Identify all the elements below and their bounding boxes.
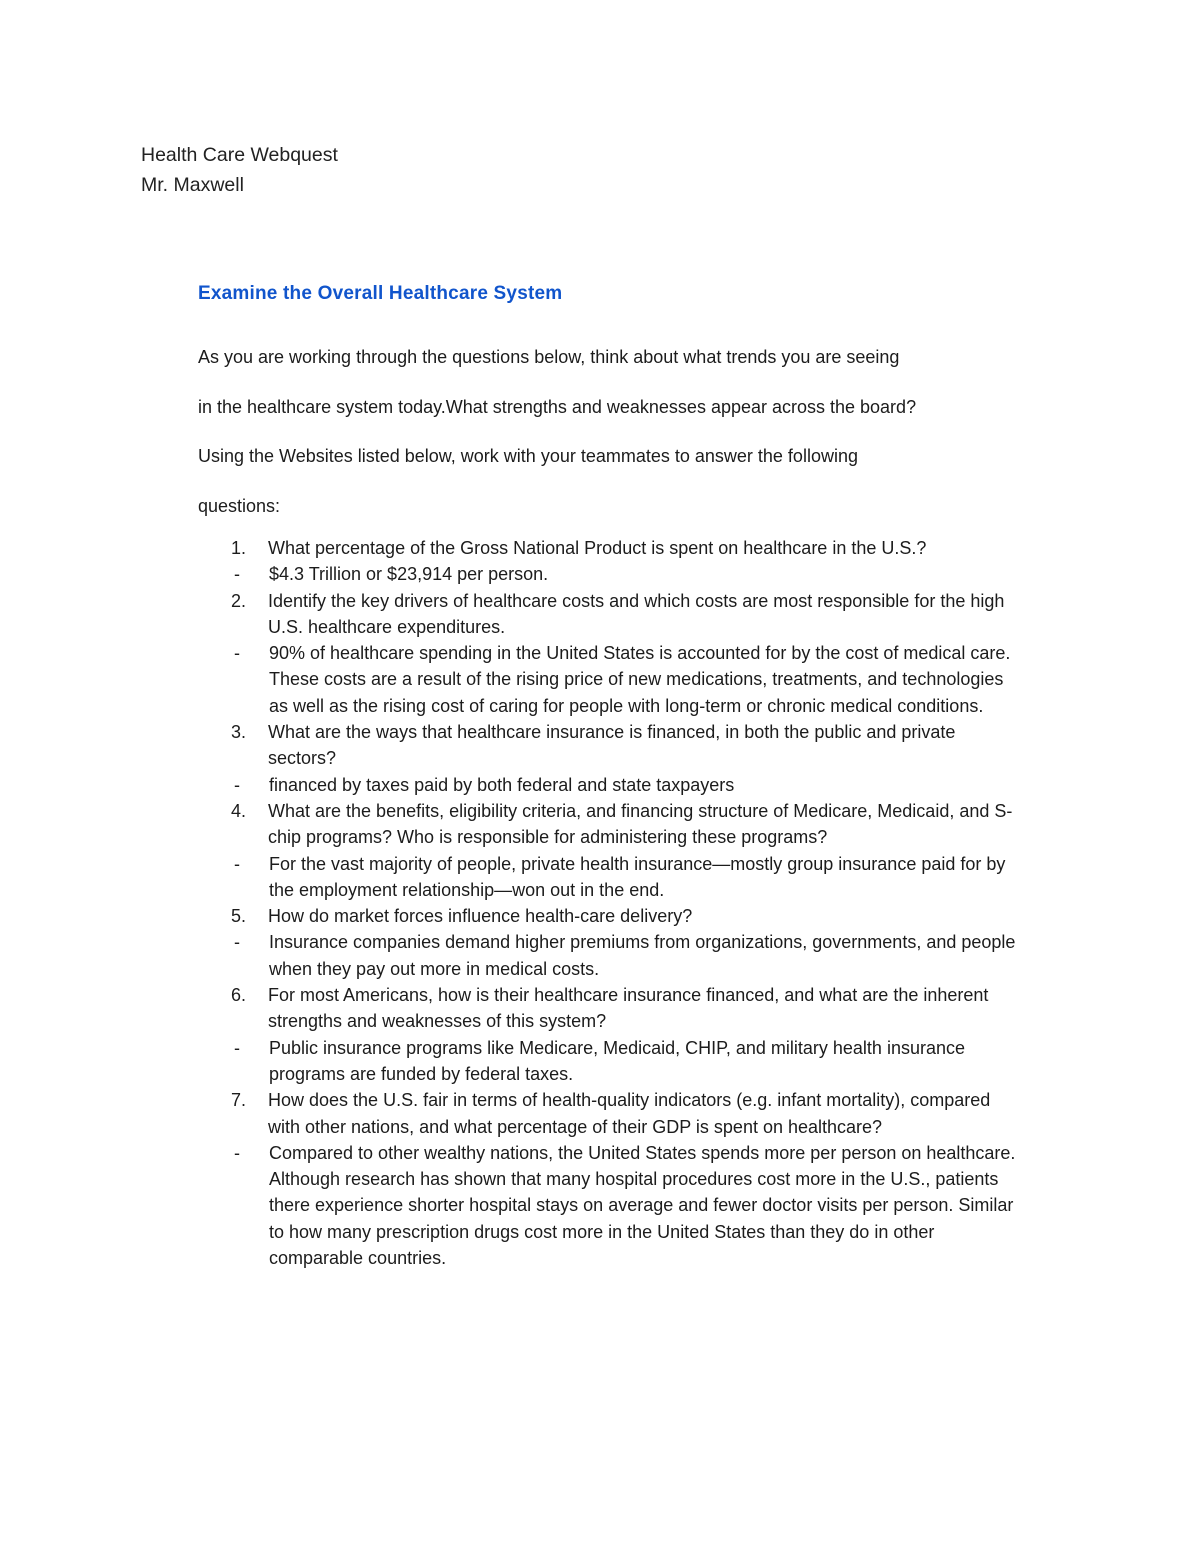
question-text: How do market forces influence health-care delivery? <box>268 906 693 927</box>
answer-text: financed by taxes paid by both federal and state taxpayers <box>269 774 735 795</box>
question <box>198 588 1018 641</box>
list-item <box>198 535 1018 588</box>
answer-dash: - <box>234 774 240 795</box>
question-number: 7. <box>231 1090 247 1111</box>
answer <box>198 640 1018 719</box>
list-item <box>198 798 1018 903</box>
answer-text: $4.3 Trillion or $23,914 per person. <box>269 564 549 585</box>
intro-line: As you are working through the questions below, think about what trends you are seeing <box>198 347 900 367</box>
question-number: 3. <box>231 722 247 743</box>
question-number: 5. <box>231 906 247 927</box>
list-item <box>198 719 1018 798</box>
answer-dash: - <box>234 564 240 585</box>
question <box>198 719 1018 772</box>
intro-line: Using the Websites listed below, work with your teammates to answer the following <box>198 446 858 466</box>
answer-text: Public insurance programs like Medicare, Medicaid, CHIP, and military health insurance programs are funded by federal taxes. <box>269 1037 965 1084</box>
answer <box>198 929 1018 982</box>
list-item <box>198 1087 1018 1271</box>
question-number: 2. <box>231 590 247 611</box>
question-text: What are the benefits, eligibility criteria, and financing structure of Medicare, Medicaid, and S-chip programs? Who is responsible for administering these programs? <box>268 800 1013 848</box>
document-header <box>141 140 338 200</box>
answer-dash: - <box>234 1142 240 1163</box>
question <box>198 982 1018 1035</box>
answer-dash: - <box>234 932 240 953</box>
list-item <box>198 903 1018 982</box>
question-text: Identify the key drivers of healthcare costs and which costs are most responsible for the high U.S. healthcare expenditures. <box>268 590 1005 637</box>
intro-line: in the healthcare system today.What strengths and weaknesses appear across the board? <box>198 396 917 417</box>
document-title: Health Care Webquest <box>141 144 338 166</box>
question <box>198 535 1018 561</box>
answer <box>198 1035 1018 1088</box>
answer-text: Compared to other wealthy nations, the United States spends more per person on healthcare. Although research has shown that many hospital procedures cost more in the U.S., patients there experience shorter hospital stays on average and fewer doctor visits per person. Similar to how many prescription drugs cost more in the United States than they do in other comparable countries. <box>269 1142 1016 1269</box>
question <box>198 903 1018 929</box>
document-author: Mr. Maxwell <box>141 174 244 196</box>
intro-paragraph <box>198 333 1018 531</box>
answer <box>198 772 1018 798</box>
answer-text: For the vast majority of people, private health insurance—mostly group insurance paid for by the employment relationship—won out in the end. <box>269 853 1006 900</box>
question-number: 6. <box>231 985 247 1006</box>
answer-dash: - <box>234 853 240 874</box>
list-item <box>198 588 1018 719</box>
question-text: What percentage of the Gross National Product is spent on healthcare in the U.S.? <box>268 538 927 558</box>
answer-text: Insurance companies demand higher premiums from organizations, governments, and people when they pay out more in medical costs. <box>269 932 1016 979</box>
answer-dash: - <box>234 643 240 664</box>
question <box>198 798 1018 851</box>
question-text: What are the ways that healthcare insurance is financed, in both the public and private sectors? <box>268 722 956 769</box>
question-list <box>198 535 1018 1271</box>
question-text: For most Americans, how is their healthcare insurance financed, and what are the inherent strengths and weaknesses of this system? <box>268 985 989 1032</box>
list-item <box>198 982 1018 1087</box>
answer <box>198 851 1018 904</box>
intro-line: questions: <box>198 495 281 516</box>
question <box>198 1087 1018 1140</box>
answer-text: 90% of healthcare spending in the United States is accounted for by the cost of medical care. These costs are a result of the rising price of new medications, treatments, and technologies as well as the rising cost of caring for people with long-term or chronic medical conditions. <box>269 643 1011 716</box>
section-heading: Examine the Overall Healthcare System <box>198 283 563 304</box>
answer-dash: - <box>234 1037 240 1058</box>
question-number: 1. <box>231 538 247 558</box>
question-text: How does the U.S. fair in terms of health-quality indicators (e.g. infant mortality), compared with other nations, and what percentage of their GDP is spent on healthcare? <box>268 1090 991 1137</box>
answer <box>198 561 1018 587</box>
question-number: 4. <box>231 800 247 821</box>
answer <box>198 1140 1018 1271</box>
